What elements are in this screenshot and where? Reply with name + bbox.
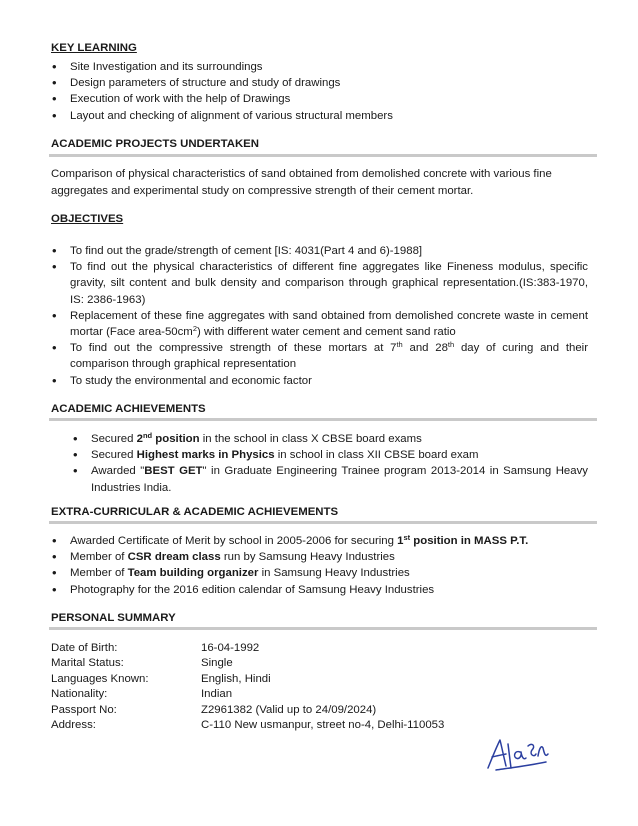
section-divider <box>49 627 597 630</box>
list-item: • Member of CSR dream class run by Samsung Heavy Industries <box>52 549 592 565</box>
list-item: • Secured Highest marks in Physics in school in class XII CBSE board exam <box>73 447 588 463</box>
academic-achievements-title: ACADEMIC ACHIEVEMENTS <box>51 403 206 415</box>
key-learning-list <box>52 59 592 124</box>
info-value: Single <box>201 657 233 670</box>
academic-achievements-list <box>73 431 588 496</box>
info-label: Languages Known: <box>51 672 149 685</box>
list-item: • Design parameters of structure and study of drawings <box>52 75 592 91</box>
section-divider <box>49 154 597 157</box>
extra-curricular-title: EXTRA-CURRICULAR & ACADEMIC ACHIEVEMENTS <box>51 506 339 518</box>
info-label: Date of Birth: <box>51 642 118 654</box>
info-row <box>51 656 444 671</box>
academic-projects-title: ACADEMIC PROJECTS UNDERTAKEN <box>51 138 259 150</box>
list-item: • Awarded Certificate of Merit by school in 2005-2006 for securing 1st position in MASS P.T. <box>52 533 592 549</box>
objectives-list <box>52 243 588 389</box>
list-item: • Execution of work with the help of Drawings <box>52 91 592 107</box>
list-item: • To find out the grade/strength of cement [IS: 4031(Part 4 and 6)-1988] <box>52 243 588 259</box>
info-value: C-110 New usmanpur, street no-4, Delhi-110053 <box>201 719 445 732</box>
info-value: English, Hindi <box>201 672 271 685</box>
personal-summary-title: PERSONAL SUMMARY <box>51 612 176 624</box>
key-learning-title: KEY LEARNING <box>51 42 137 54</box>
project-description: Comparison of physical characteristics of sand obtained from demolished concrete with various fine aggregates and experimental study on compressive strength of their cement mortar. <box>51 168 552 197</box>
section-divider <box>49 521 597 524</box>
list-item: • To find out the physical characteristics of different fine aggregates like Fineness modulus, specific gravity, silt content and bulk density and comparison through graphical representation.(IS:383-1970, IS: 2386-1963) <box>52 259 588 308</box>
info-value: Indian <box>201 688 233 701</box>
info-value: 16-04-1992 <box>201 642 260 654</box>
info-label: Address: <box>51 719 96 732</box>
list-item: • Awarded "BEST GET" in Graduate Engineering Trainee program 2013-2014 in Samsung Heavy Industries India. <box>73 463 588 495</box>
info-row <box>51 641 444 656</box>
info-row <box>51 672 444 687</box>
list-item: • Layout and checking of alignment of various structural members <box>52 108 592 124</box>
objectives-title: OBJECTIVES <box>51 213 124 225</box>
list-item: • Secured 2nd position in the school in class X CBSE board exams <box>73 431 588 447</box>
list-item: • Photography for the 2016 edition calendar of Samsung Heavy Industries <box>52 582 592 598</box>
personal-info-table <box>51 641 444 733</box>
handwritten-signature-icon <box>482 730 552 776</box>
list-item: • Member of Team building organizer in Samsung Heavy Industries <box>52 565 592 581</box>
info-label: Passport No: <box>51 703 117 716</box>
section-divider <box>49 418 597 421</box>
info-row <box>51 703 444 718</box>
list-item: • To study the environmental and economic factor <box>52 373 588 389</box>
info-label: Marital Status: <box>51 657 124 670</box>
list-item: • Replacement of these fine aggregates with sand obtained from demolished concrete waste in cement mortar (Face area-$50cm^2$) with different water cement and cement sand ratio <box>52 308 588 340</box>
info-value: Z2961382 (Valid up to 24/09/2024) <box>201 703 377 716</box>
info-label: Nationality: <box>51 688 108 701</box>
list-item: • Site Investigation and its surroundings <box>52 59 592 75</box>
extra-curricular-list <box>52 533 592 598</box>
list-item: • To find out the compressive strength of these mortars at 7th and 28th day of curing and their comparison through graphical representation <box>52 340 588 372</box>
info-row <box>51 687 444 702</box>
info-row <box>51 718 444 733</box>
